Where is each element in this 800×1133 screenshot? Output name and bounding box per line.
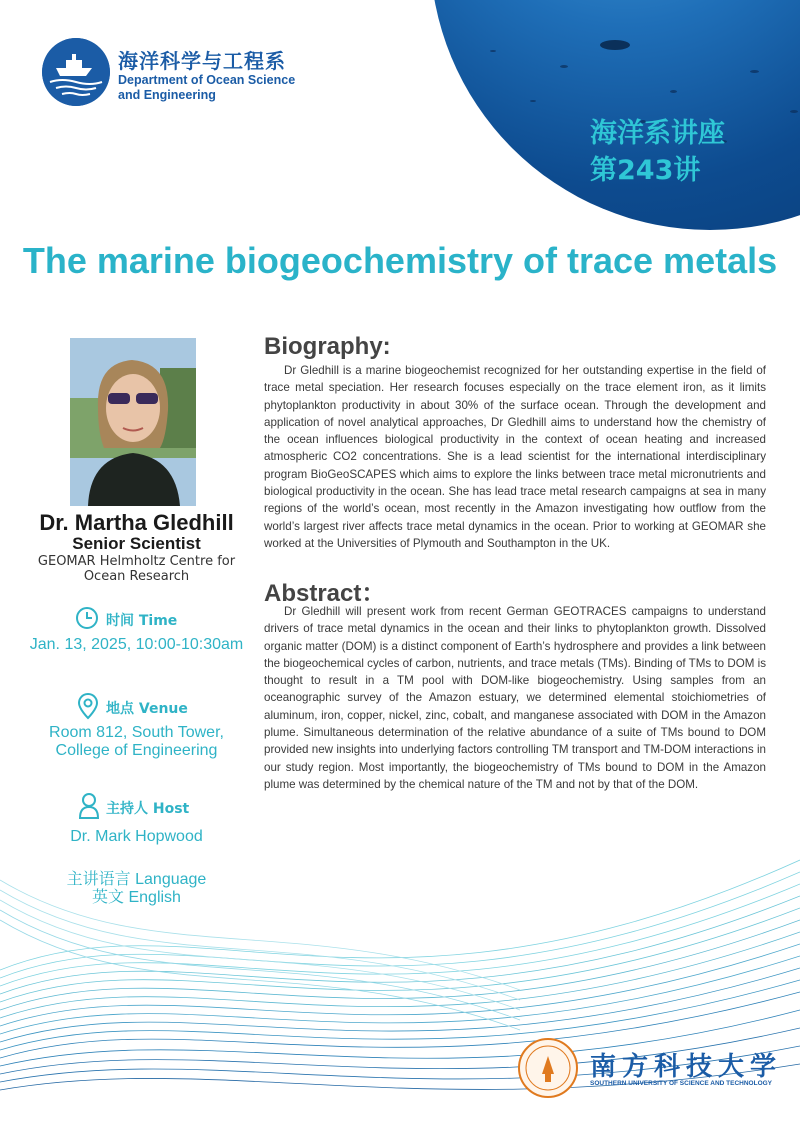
language-info: 主讲语言 Language 英文 English [66,871,207,906]
speaker-position: Senior Scientist [72,534,201,553]
decorative-waves [0,850,800,1133]
venue-value: Room 812, South Tower, College of Engineering [49,724,224,759]
abstract-text: Dr Gledhill will present work from recent German GEOTRACES campaigns to understand drivers of trace metal dynamics in the ocean and their links to phytoplankton growth. Dissolved organic matter (DOM) is a distinct component of Earth’s hydrosphere and provides a link between the biogeochemical cycles of carbon, nutrients, and trace metals (TMs). Binding of TMs to DOM is thought to result in a TM pool with DOM-like biogeochemistry. Using samples from an oceanographic survey of the Amazon estuary, we determined elemental stoichiometries of aluminum, iron, copper, nickel, zinc, cobalt, and manganese associated with DOM in the Amazon plume. Simultaneous determination of the relative abundance of a suite of TMs bound to DOM provided new insights into underlying factors controlling TM transport and TM-DOM interactions in our study region. Most importantly, the biogeochemistry of TMs bound to DOM in the Amazon plume was determined by the chemical nature of the TM and not by that of the DOM. [264,605,766,791]
lecture-title: The marine biogeochemistry of trace metals [22,240,778,281]
department-logo-icon [42,38,110,106]
university-name-cn: 南方科技大学 [590,1052,783,1082]
time-value: Jan. 13, 2025, 10:00-10:30am [29,636,244,653]
university-name-en: SOUTHERN UNIVERSITY OF SCIENCE AND TECHNOLOGY [590,1080,773,1087]
department-name-en: Department of Ocean Science and Engineering [118,73,296,102]
speaker-photo [70,338,196,506]
location-pin-icon [77,692,99,724]
biography-text: Dr Gledhill is a marine biogeochemist recognized for her outstanding expertise in the field of trace metal speciation. Her research focuses especially on the trace element iron, as it limits phytoplankton productivity in about 30% of the surface ocean. Through the development and application of novel analytical approaches, Dr Gledhill aims to understand how the chemistry of the ocean influences biological productivity in the context of ocean heating and increased atmospheric CO2 concentrations. She is a lead scientist for the international interdisciplinary program BioGeoSCAPES which aims to explore the links between trace metal micronutrients and biological productivity in the ocean. She has lead trace metal research campaigns at sea in many regions of the world’s ocean, most recently in the Amazon investigating how outflow from the world’s largest river affects trace metal dynamics in the ocean. Prior to working at GEOMAR she worked at the Universities of Plymouth and Southampton in the UK. [264,364,766,550]
biography-heading: Biography: [264,333,391,360]
clock-icon [75,606,99,634]
speaker-affiliation: GEOMAR Helmholtz Centre for Ocean Research [37,554,236,584]
venue-label: 地点 Venue [106,701,188,717]
university-seal-icon [518,1038,578,1098]
host-label: 主持人 Host [106,801,190,817]
abstract-heading: Abstract： [264,580,386,607]
speaker-name: Dr. Martha Gledhill [39,510,234,535]
host-value: Dr. Mark Hopwood [70,828,203,845]
department-name-cn: 海洋科学与工程系 [118,49,286,73]
time-label: 时间 Time [106,613,178,629]
person-icon [78,792,100,824]
lecture-series-title: 海洋系讲座 第243讲 [590,118,725,186]
